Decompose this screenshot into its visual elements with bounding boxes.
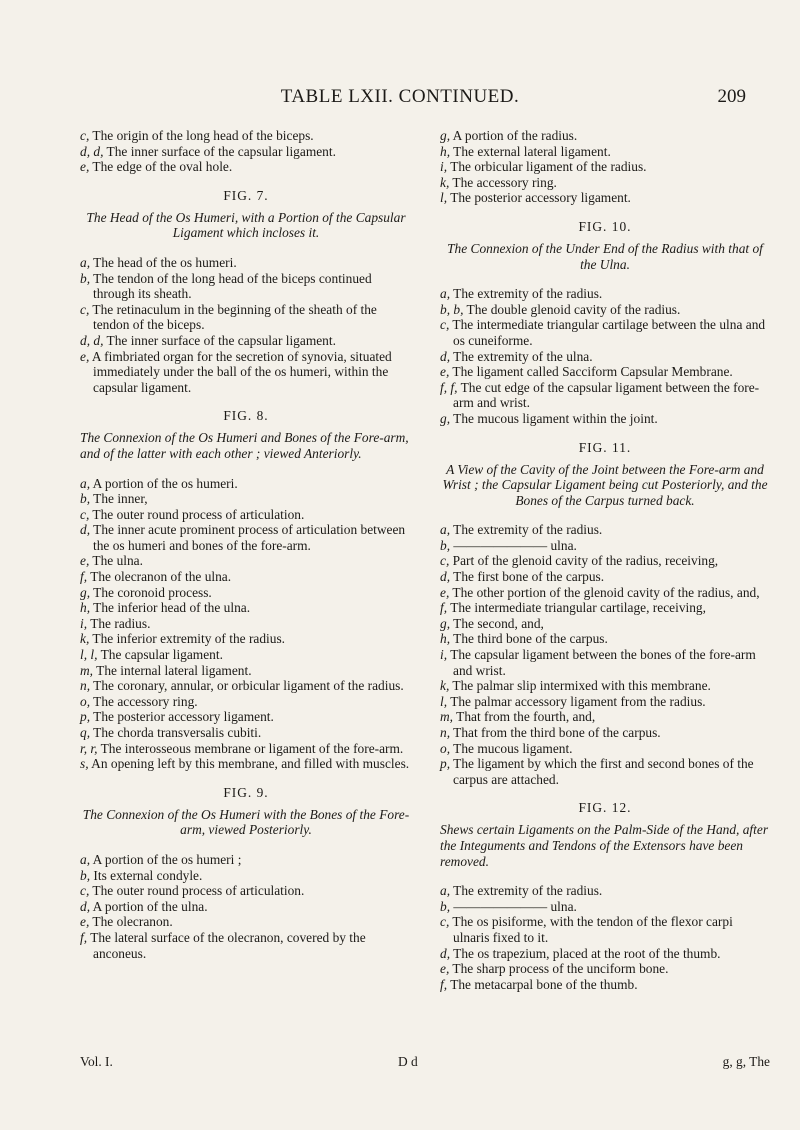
legend-entry <box>440 190 770 206</box>
legend-entry <box>440 553 770 569</box>
legend-key: c, <box>440 914 450 930</box>
figure-heading: FIG. 8. <box>223 408 269 424</box>
legend-key: f, <box>80 569 88 585</box>
legend-text: The third bone of the carpus. <box>453 631 608 647</box>
legend-entry <box>440 364 770 380</box>
legend-text: A portion of the ulna. <box>92 898 208 914</box>
legend-key: s, <box>80 756 89 772</box>
legend-text: The intermediate triangular cartilage between the ulna and os cuneiforme. <box>452 317 766 348</box>
legend-entry <box>440 585 770 601</box>
legend-key: d, <box>440 945 451 961</box>
legend-key: f, <box>440 976 448 992</box>
legend-text: The metacarpal bone of the thumb. <box>450 976 638 992</box>
legend-text: The outer round process of articulation. <box>92 506 305 522</box>
legend-text: The posterior accessory ligament. <box>450 190 631 206</box>
legend-key: g, <box>440 615 451 631</box>
legend-entry <box>80 553 412 569</box>
figure-caption: A View of the Cavity of the Joint between the Fore-arm and Wrist ; the Capsular Ligament being cut Posteriorly, and the Bones of the Carpus turned back. <box>442 461 768 508</box>
legend-entry <box>80 631 412 647</box>
legend-entry <box>80 491 412 507</box>
legend-entry <box>80 725 412 741</box>
legend-text: The double glenoid cavity of the radius. <box>466 301 681 317</box>
legend-key: d, <box>440 348 451 364</box>
legend-text: The os trapezium, placed at the root of the thumb. <box>453 945 721 961</box>
legend-key: k, <box>440 174 450 190</box>
legend-key: q, <box>80 725 91 740</box>
legend-text: The inner surface of the capsular ligament. <box>106 332 336 348</box>
legend-entry <box>440 694 770 710</box>
legend-text: The accessory ring. <box>93 693 198 709</box>
legend-key: l, <box>440 190 448 206</box>
legend-text: The head of the os humeri. <box>93 254 237 270</box>
legend-key: a, <box>440 883 451 899</box>
legend-entry <box>440 741 770 757</box>
legend-entry <box>80 663 412 679</box>
legend-text: The coronary, annular, or orbicular ligament of the radius. <box>93 678 404 694</box>
legend-text: The radius. <box>90 615 151 631</box>
legend-key: e, <box>80 348 90 364</box>
legend-text: The capsular ligament. <box>100 647 223 663</box>
legend-entry <box>440 946 770 962</box>
legend-text: ——————— ulna. <box>453 898 577 914</box>
legend-key: b, <box>80 491 91 507</box>
legend-text: That from the third bone of the carpus. <box>453 725 661 740</box>
legend-entry <box>440 569 770 585</box>
legend-text: A portion of the radius. <box>452 128 578 143</box>
legend-entry <box>80 741 412 757</box>
legend-entry <box>80 585 412 601</box>
figure-caption: Shews certain Ligaments on the Palm-Side of the Hand, after the Integuments and Tendons of the Extensors have been removed. <box>440 822 769 869</box>
legend-entry <box>80 899 412 915</box>
figure-heading: FIG. 10. <box>578 218 632 234</box>
legend-key: b, <box>80 867 91 883</box>
legend-text: The extremity of the radius. <box>453 883 603 899</box>
legend-entry <box>80 507 412 523</box>
running-title: TABLE LXII. CONTINUED. <box>280 86 520 107</box>
legend-entry <box>440 647 770 678</box>
legend-text: The inferior extremity of the radius. <box>92 631 286 647</box>
legend-entry <box>80 569 412 585</box>
legend-key: n, <box>80 678 91 694</box>
legend-key: k, <box>80 631 90 647</box>
legend-text: The orbicular ligament of the radius. <box>450 159 647 175</box>
legend-text: The interosseous membrane or ligament of the fore-arm. <box>100 740 404 756</box>
legend-entry <box>440 883 770 899</box>
figure-heading: FIG. 12. <box>578 800 632 816</box>
legend-key: p, <box>440 756 451 772</box>
legend-entry <box>80 302 412 333</box>
legend-entry <box>440 899 770 915</box>
legend-key: g, <box>440 128 451 143</box>
legend-entry <box>80 709 412 725</box>
legend-key: o, <box>440 740 451 756</box>
legend-text: The posterior accessory ligament. <box>93 709 274 725</box>
legend-text: A fimbriated organ for the secretion of synovia, situated immediately under the ball of the os humeri, within the capsular ligament. <box>91 348 392 395</box>
legend-key: h, <box>440 631 451 647</box>
legend-key: g, <box>80 584 91 600</box>
legend-key: a, <box>440 286 451 302</box>
legend-entry <box>80 756 412 772</box>
legend-entry <box>80 476 412 492</box>
legend-key: p, <box>80 709 91 725</box>
legend-key: c, <box>80 883 90 899</box>
legend-key: h, <box>440 143 451 159</box>
legend-entry <box>440 600 770 616</box>
page-footer <box>80 1054 770 1072</box>
figure-heading: FIG. 7. <box>223 187 269 203</box>
legend-entry <box>80 522 412 553</box>
legend-key: f, f, <box>440 379 458 395</box>
legend-key: a, <box>80 851 91 867</box>
legend-entry <box>80 159 412 175</box>
legend-key: c, <box>440 553 450 569</box>
legend-text: The first bone of the carpus. <box>453 569 605 585</box>
legend-text: The chorda transversalis cubiti. <box>93 725 262 740</box>
right-column <box>440 128 770 992</box>
legend-text: The ligament called Sacciform Capsular Membrane. <box>452 364 733 380</box>
legend-text: The internal lateral ligament. <box>96 662 252 678</box>
legend-text: The palmar slip intermixed with this membrane. <box>452 678 711 694</box>
legend-text: The origin of the long head of the biceps. <box>92 128 314 143</box>
legend-key: a, <box>80 475 91 491</box>
legend-key: l, l, <box>80 647 98 663</box>
legend-text: The olecranon. <box>92 914 173 930</box>
legend-entry <box>80 255 412 271</box>
legend-text: That from the fourth, and, <box>456 709 596 725</box>
legend-text: An opening left by this membrane, and filled with muscles. <box>91 756 410 772</box>
legend-entry <box>80 930 412 961</box>
left-column <box>80 128 412 961</box>
legend-text: The retinaculum in the beginning of the sheath of the tendon of the biceps. <box>92 301 377 333</box>
legend-entry <box>440 616 770 632</box>
legend-text: The ulna. <box>92 553 143 569</box>
legend-entry <box>440 349 770 365</box>
legend-entry <box>80 333 412 349</box>
legend-key: h, <box>80 600 91 616</box>
figure-caption: The Head of the Os Humeri, with a Portion of the Capsular Ligament which incloses it. <box>86 209 406 241</box>
legend-entry <box>80 868 412 884</box>
legend-entry <box>440 756 770 787</box>
legend-key: e, <box>440 961 450 977</box>
legend-key: c, <box>80 301 90 317</box>
legend-entry <box>80 616 412 632</box>
legend-entry <box>440 175 770 191</box>
legend-key: d, <box>80 898 91 914</box>
legend-text: ——————— ulna. <box>453 537 577 553</box>
legend-key: o, <box>80 693 91 709</box>
legend-key: e, <box>440 364 450 380</box>
legend-key: a, <box>80 254 91 270</box>
legend-entry <box>440 317 770 348</box>
legend-key: e, <box>440 584 450 600</box>
legend-text: The lateral surface of the olecranon, covered by the anconeus. <box>90 929 366 961</box>
legend-text: Part of the glenoid cavity of the radius, receiving, <box>452 553 719 569</box>
legend-text: The coronoid process. <box>93 584 212 600</box>
legend-text: The second, and, <box>453 615 544 631</box>
legend-key: d, <box>440 569 451 585</box>
legend-entry <box>80 647 412 663</box>
legend-text: The inner surface of the capsular ligament. <box>106 143 336 159</box>
legend-key: m, <box>440 709 454 725</box>
legend-entry <box>440 631 770 647</box>
legend-key: b, <box>80 270 91 286</box>
legend-text: The palmar accessory ligament from the radius. <box>450 693 706 709</box>
legend-key: c, <box>80 128 90 143</box>
legend-entry <box>440 977 770 993</box>
figure-heading: FIG. 11. <box>578 439 632 455</box>
legend-key: k, <box>440 678 450 694</box>
legend-entry <box>80 678 412 694</box>
legend-entry <box>440 144 770 160</box>
legend-text: The extremity of the radius. <box>453 286 603 302</box>
legend-key: d, d, <box>80 143 104 159</box>
legend-entry <box>80 914 412 930</box>
legend-text: The sharp process of the unciform bone. <box>452 961 669 977</box>
legend-entry <box>80 271 412 302</box>
legend-text: A portion of the os humeri ; <box>92 851 242 867</box>
legend-text: The inner acute prominent process of articulation between the os humeri and bones of the fore-arm. <box>93 522 406 553</box>
signature-mark: D d <box>398 1054 418 1069</box>
legend-entry <box>440 411 770 427</box>
legend-key: b, <box>440 898 451 914</box>
legend-text: The mucous ligament within the joint. <box>453 410 658 426</box>
legend-key: m, <box>80 662 94 678</box>
legend-key: f, <box>80 929 88 945</box>
legend-entry <box>440 128 770 144</box>
legend-key: b, b, <box>440 301 464 317</box>
legend-key: a, <box>440 522 451 538</box>
figure-heading: FIG. 9. <box>223 784 269 800</box>
page-header <box>0 86 800 110</box>
legend-entry <box>440 159 770 175</box>
legend-key: i, <box>440 159 448 175</box>
legend-text: The os pisiforme, with the tendon of the flexor carpi ulnaris fixed to it. <box>452 914 733 945</box>
legend-text: The ligament by which the first and second bones of the carpus are attached. <box>453 756 754 787</box>
legend-key: g, <box>440 410 451 426</box>
legend-text: The edge of the oval hole. <box>92 159 233 175</box>
legend-key: r, r, <box>80 740 98 756</box>
legend-entry <box>80 128 412 144</box>
legend-entry <box>440 522 770 538</box>
legend-text: The intermediate triangular cartilage, receiving, <box>450 600 706 616</box>
legend-key: f, <box>440 600 448 616</box>
legend-entry <box>440 302 770 318</box>
legend-entry <box>440 914 770 945</box>
legend-entry <box>80 349 412 396</box>
volume-label: Vol. I. <box>80 1054 113 1069</box>
legend-entry <box>440 380 770 411</box>
legend-key: e, <box>80 159 90 175</box>
legend-text: The mucous ligament. <box>453 740 573 756</box>
legend-text: The tendon of the long head of the biceps continued through its sheath. <box>93 270 372 302</box>
legend-text: The inner, <box>93 491 148 507</box>
legend-text: The inferior head of the ulna. <box>93 600 251 616</box>
legend-entry <box>440 286 770 302</box>
catchword: g, g, The <box>722 1054 770 1069</box>
legend-key: i, <box>80 615 88 631</box>
legend-entry <box>80 600 412 616</box>
legend-key: c, <box>440 317 450 333</box>
legend-key: l, <box>440 693 448 709</box>
legend-key: n, <box>440 725 451 740</box>
legend-text: The outer round process of articulation. <box>92 883 305 899</box>
legend-text: The cut edge of the capsular ligament between the fore-arm and wrist. <box>453 379 760 411</box>
legend-entry <box>80 144 412 160</box>
legend-entry <box>440 709 770 725</box>
figure-caption: The Connexion of the Os Humeri and Bones of the Fore-arm, and of the latter with each other ; viewed Anteriorly. <box>80 430 409 461</box>
legend-entry <box>440 538 770 554</box>
legend-entry <box>80 694 412 710</box>
legend-text: The external lateral ligament. <box>453 143 611 159</box>
page-number: 209 <box>717 86 746 107</box>
legend-entry <box>440 678 770 694</box>
legend-key: c, <box>80 506 90 522</box>
legend-entry <box>80 852 412 868</box>
legend-text: The olecranon of the ulna. <box>90 569 232 585</box>
legend-key: e, <box>80 914 90 930</box>
figure-caption: The Connexion of the Os Humeri with the Bones of the Fore-arm, viewed Posteriorly. <box>82 806 410 838</box>
legend-key: d, d, <box>80 332 104 348</box>
legend-text: The capsular ligament between the bones of the fore-arm and wrist. <box>450 647 756 678</box>
legend-text: Its external condyle. <box>93 867 203 883</box>
legend-key: i, <box>440 647 448 663</box>
legend-entry <box>80 883 412 899</box>
figure-caption: The Connexion of the Under End of the Radius with that of the Ulna. <box>447 240 763 272</box>
legend-text: The extremity of the ulna. <box>453 348 593 364</box>
legend-entry <box>440 961 770 977</box>
legend-key: e, <box>80 553 90 569</box>
legend-entry <box>440 725 770 741</box>
legend-key: b, <box>440 537 451 553</box>
legend-key: d, <box>80 522 91 538</box>
legend-text: The extremity of the radius. <box>453 522 603 538</box>
legend-text: A portion of the os humeri. <box>92 475 238 491</box>
legend-text: The other portion of the glenoid cavity of the radius, and, <box>452 584 760 600</box>
legend-text: The accessory ring. <box>452 174 557 190</box>
